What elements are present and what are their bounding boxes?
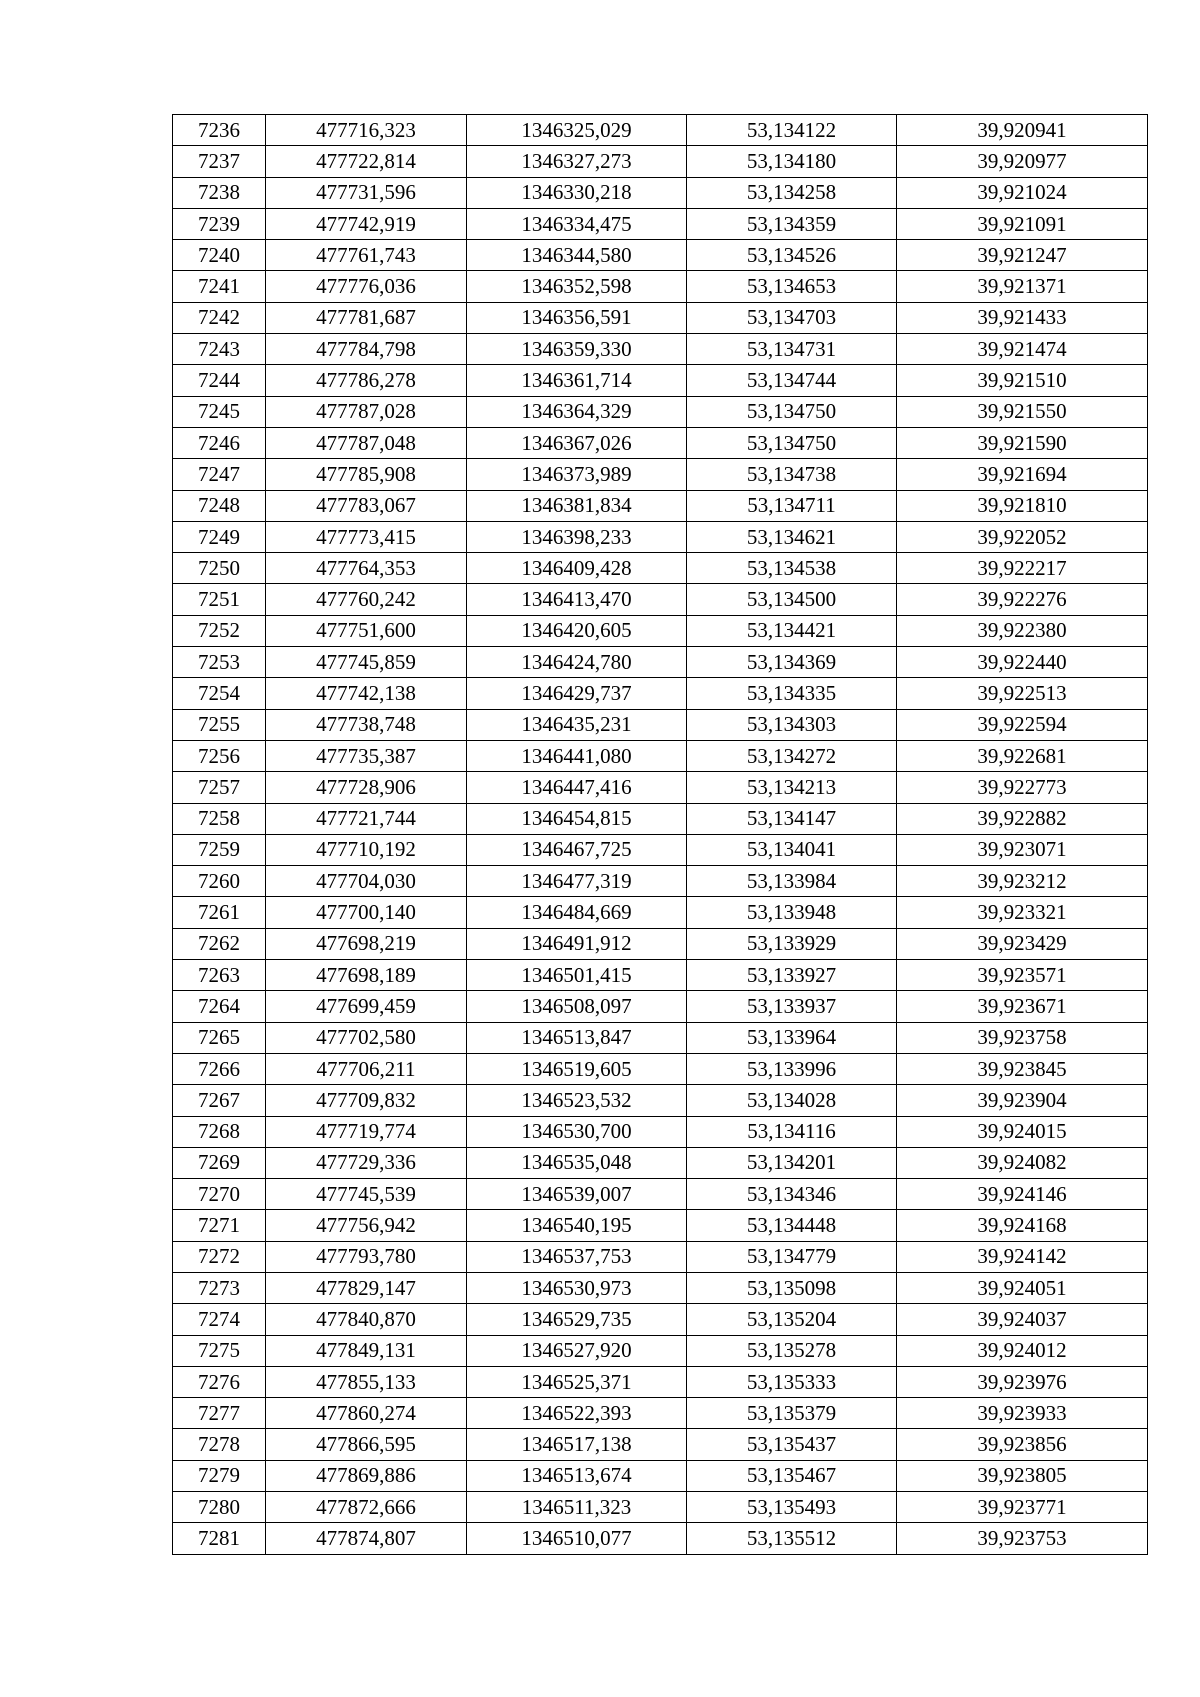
table-row (173, 615, 1148, 646)
latitude-cell: 53,134335 (687, 678, 897, 709)
y-coordinate-cell: 1346513,847 (467, 1022, 687, 1053)
y-coordinate-cell: 1346429,737 (467, 678, 687, 709)
latitude-cell: 53,134731 (687, 334, 897, 365)
x-coordinate-cell: 477729,336 (266, 1147, 467, 1178)
point-number-cell: 7257 (173, 772, 266, 803)
longitude-cell: 39,922594 (897, 709, 1148, 740)
point-number-cell: 7243 (173, 334, 266, 365)
y-coordinate-cell: 1346467,725 (467, 834, 687, 865)
longitude-cell: 39,922380 (897, 615, 1148, 646)
x-coordinate-cell: 477742,138 (266, 678, 467, 709)
point-number-cell: 7248 (173, 490, 266, 521)
latitude-cell: 53,133948 (687, 897, 897, 928)
longitude-cell: 39,923771 (897, 1492, 1148, 1523)
table-row (173, 866, 1148, 897)
latitude-cell: 53,135467 (687, 1460, 897, 1491)
y-coordinate-cell: 1346367,026 (467, 427, 687, 458)
point-number-cell: 7250 (173, 553, 266, 584)
x-coordinate-cell: 477787,048 (266, 427, 467, 458)
latitude-cell: 53,134750 (687, 396, 897, 427)
latitude-cell: 53,135437 (687, 1429, 897, 1460)
longitude-cell: 39,924015 (897, 1116, 1148, 1147)
point-number-cell: 7256 (173, 740, 266, 771)
latitude-cell: 53,133984 (687, 866, 897, 897)
latitude-cell: 53,133929 (687, 928, 897, 959)
table-row (173, 1241, 1148, 1272)
point-number-cell: 7273 (173, 1272, 266, 1303)
point-number-cell: 7236 (173, 115, 266, 146)
y-coordinate-cell: 1346537,753 (467, 1241, 687, 1272)
y-coordinate-cell: 1346352,598 (467, 271, 687, 302)
y-coordinate-cell: 1346511,323 (467, 1492, 687, 1523)
longitude-cell: 39,921474 (897, 334, 1148, 365)
x-coordinate-cell: 477702,580 (266, 1022, 467, 1053)
latitude-cell: 53,134653 (687, 271, 897, 302)
table-row (173, 1304, 1148, 1335)
x-coordinate-cell: 477872,666 (266, 1492, 467, 1523)
longitude-cell: 39,920941 (897, 115, 1148, 146)
x-coordinate-cell: 477742,919 (266, 208, 467, 239)
latitude-cell: 53,134750 (687, 427, 897, 458)
point-number-cell: 7258 (173, 803, 266, 834)
longitude-cell: 39,923805 (897, 1460, 1148, 1491)
y-coordinate-cell: 1346327,273 (467, 146, 687, 177)
longitude-cell: 39,921091 (897, 208, 1148, 239)
coordinates-table-body (173, 115, 1148, 1555)
point-number-cell: 7281 (173, 1523, 266, 1554)
table-row (173, 1179, 1148, 1210)
x-coordinate-cell: 477781,687 (266, 302, 467, 333)
longitude-cell: 39,923071 (897, 834, 1148, 865)
table-row (173, 302, 1148, 333)
table-row (173, 928, 1148, 959)
y-coordinate-cell: 1346447,416 (467, 772, 687, 803)
longitude-cell: 39,922513 (897, 678, 1148, 709)
longitude-cell: 39,921810 (897, 490, 1148, 521)
coordinates-table (172, 114, 1148, 1555)
point-number-cell: 7254 (173, 678, 266, 709)
x-coordinate-cell: 477787,028 (266, 396, 467, 427)
longitude-cell: 39,924146 (897, 1179, 1148, 1210)
latitude-cell: 53,134500 (687, 584, 897, 615)
latitude-cell: 53,134703 (687, 302, 897, 333)
point-number-cell: 7251 (173, 584, 266, 615)
y-coordinate-cell: 1346540,195 (467, 1210, 687, 1241)
x-coordinate-cell: 477785,908 (266, 459, 467, 490)
point-number-cell: 7275 (173, 1335, 266, 1366)
longitude-cell: 39,923856 (897, 1429, 1148, 1460)
x-coordinate-cell: 477745,539 (266, 1179, 467, 1210)
table-row (173, 240, 1148, 271)
table-row (173, 584, 1148, 615)
x-coordinate-cell: 477860,274 (266, 1398, 467, 1429)
longitude-cell: 39,923845 (897, 1053, 1148, 1084)
longitude-cell: 39,921371 (897, 271, 1148, 302)
y-coordinate-cell: 1346409,428 (467, 553, 687, 584)
latitude-cell: 53,135512 (687, 1523, 897, 1554)
point-number-cell: 7265 (173, 1022, 266, 1053)
point-number-cell: 7270 (173, 1179, 266, 1210)
point-number-cell: 7278 (173, 1429, 266, 1460)
longitude-cell: 39,924051 (897, 1272, 1148, 1303)
longitude-cell: 39,922773 (897, 772, 1148, 803)
longitude-cell: 39,921590 (897, 427, 1148, 458)
y-coordinate-cell: 1346510,077 (467, 1523, 687, 1554)
table-row (173, 1398, 1148, 1429)
y-coordinate-cell: 1346539,007 (467, 1179, 687, 1210)
table-row (173, 271, 1148, 302)
table-row (173, 960, 1148, 991)
y-coordinate-cell: 1346517,138 (467, 1429, 687, 1460)
table-row (173, 208, 1148, 239)
table-row (173, 803, 1148, 834)
longitude-cell: 39,921694 (897, 459, 1148, 490)
x-coordinate-cell: 477760,242 (266, 584, 467, 615)
latitude-cell: 53,134738 (687, 459, 897, 490)
y-coordinate-cell: 1346413,470 (467, 584, 687, 615)
x-coordinate-cell: 477855,133 (266, 1366, 467, 1397)
table-row (173, 553, 1148, 584)
latitude-cell: 53,134421 (687, 615, 897, 646)
y-coordinate-cell: 1346477,319 (467, 866, 687, 897)
longitude-cell: 39,924168 (897, 1210, 1148, 1241)
point-number-cell: 7244 (173, 365, 266, 396)
point-number-cell: 7267 (173, 1085, 266, 1116)
point-number-cell: 7259 (173, 834, 266, 865)
y-coordinate-cell: 1346330,218 (467, 177, 687, 208)
longitude-cell: 39,923671 (897, 991, 1148, 1022)
point-number-cell: 7264 (173, 991, 266, 1022)
table-row (173, 991, 1148, 1022)
x-coordinate-cell: 477698,189 (266, 960, 467, 991)
x-coordinate-cell: 477840,870 (266, 1304, 467, 1335)
point-number-cell: 7247 (173, 459, 266, 490)
x-coordinate-cell: 477793,780 (266, 1241, 467, 1272)
y-coordinate-cell: 1346435,231 (467, 709, 687, 740)
y-coordinate-cell: 1346522,393 (467, 1398, 687, 1429)
table-row (173, 1116, 1148, 1147)
latitude-cell: 53,134213 (687, 772, 897, 803)
latitude-cell: 53,133927 (687, 960, 897, 991)
y-coordinate-cell: 1346535,048 (467, 1147, 687, 1178)
table-row (173, 427, 1148, 458)
longitude-cell: 39,922882 (897, 803, 1148, 834)
latitude-cell: 53,134711 (687, 490, 897, 521)
table-row (173, 115, 1148, 146)
latitude-cell: 53,134448 (687, 1210, 897, 1241)
latitude-cell: 53,134147 (687, 803, 897, 834)
x-coordinate-cell: 477706,211 (266, 1053, 467, 1084)
table-row (173, 1366, 1148, 1397)
y-coordinate-cell: 1346344,580 (467, 240, 687, 271)
y-coordinate-cell: 1346501,415 (467, 960, 687, 991)
x-coordinate-cell: 477710,192 (266, 834, 467, 865)
x-coordinate-cell: 477761,743 (266, 240, 467, 271)
longitude-cell: 39,924012 (897, 1335, 1148, 1366)
x-coordinate-cell: 477866,595 (266, 1429, 467, 1460)
table-row (173, 678, 1148, 709)
longitude-cell: 39,922052 (897, 521, 1148, 552)
latitude-cell: 53,135098 (687, 1272, 897, 1303)
y-coordinate-cell: 1346364,329 (467, 396, 687, 427)
y-coordinate-cell: 1346523,532 (467, 1085, 687, 1116)
longitude-cell: 39,924082 (897, 1147, 1148, 1178)
longitude-cell: 39,923904 (897, 1085, 1148, 1116)
latitude-cell: 53,134028 (687, 1085, 897, 1116)
table-row (173, 1460, 1148, 1491)
longitude-cell: 39,922440 (897, 647, 1148, 678)
longitude-cell: 39,923571 (897, 960, 1148, 991)
point-number-cell: 7237 (173, 146, 266, 177)
table-row (173, 521, 1148, 552)
latitude-cell: 53,135204 (687, 1304, 897, 1335)
table-row (173, 177, 1148, 208)
table-row (173, 740, 1148, 771)
y-coordinate-cell: 1346381,834 (467, 490, 687, 521)
point-number-cell: 7274 (173, 1304, 266, 1335)
latitude-cell: 53,134258 (687, 177, 897, 208)
longitude-cell: 39,920977 (897, 146, 1148, 177)
table-row (173, 1335, 1148, 1366)
x-coordinate-cell: 477719,774 (266, 1116, 467, 1147)
x-coordinate-cell: 477783,067 (266, 490, 467, 521)
table-row (173, 1523, 1148, 1554)
latitude-cell: 53,134538 (687, 553, 897, 584)
x-coordinate-cell: 477756,942 (266, 1210, 467, 1241)
latitude-cell: 53,134779 (687, 1241, 897, 1272)
longitude-cell: 39,923933 (897, 1398, 1148, 1429)
latitude-cell: 53,134369 (687, 647, 897, 678)
table-row (173, 459, 1148, 490)
x-coordinate-cell: 477764,353 (266, 553, 467, 584)
latitude-cell: 53,133937 (687, 991, 897, 1022)
table-row (173, 1429, 1148, 1460)
longitude-cell: 39,922276 (897, 584, 1148, 615)
longitude-cell: 39,923429 (897, 928, 1148, 959)
point-number-cell: 7242 (173, 302, 266, 333)
y-coordinate-cell: 1346356,591 (467, 302, 687, 333)
latitude-cell: 53,134201 (687, 1147, 897, 1178)
y-coordinate-cell: 1346361,714 (467, 365, 687, 396)
x-coordinate-cell: 477751,600 (266, 615, 467, 646)
longitude-cell: 39,923212 (897, 866, 1148, 897)
x-coordinate-cell: 477704,030 (266, 866, 467, 897)
table-row (173, 334, 1148, 365)
latitude-cell: 53,134526 (687, 240, 897, 271)
table-row (173, 834, 1148, 865)
latitude-cell: 53,134303 (687, 709, 897, 740)
longitude-cell: 39,923758 (897, 1022, 1148, 1053)
table-row (173, 146, 1148, 177)
latitude-cell: 53,135493 (687, 1492, 897, 1523)
y-coordinate-cell: 1346398,233 (467, 521, 687, 552)
point-number-cell: 7272 (173, 1241, 266, 1272)
point-number-cell: 7249 (173, 521, 266, 552)
point-number-cell: 7277 (173, 1398, 266, 1429)
point-number-cell: 7263 (173, 960, 266, 991)
x-coordinate-cell: 477728,906 (266, 772, 467, 803)
longitude-cell: 39,923321 (897, 897, 1148, 928)
x-coordinate-cell: 477784,798 (266, 334, 467, 365)
latitude-cell: 53,134346 (687, 1179, 897, 1210)
table-row (173, 396, 1148, 427)
point-number-cell: 7239 (173, 208, 266, 239)
y-coordinate-cell: 1346529,735 (467, 1304, 687, 1335)
y-coordinate-cell: 1346527,920 (467, 1335, 687, 1366)
latitude-cell: 53,135333 (687, 1366, 897, 1397)
latitude-cell: 53,134621 (687, 521, 897, 552)
x-coordinate-cell: 477699,459 (266, 991, 467, 1022)
longitude-cell: 39,921550 (897, 396, 1148, 427)
table-row (173, 1147, 1148, 1178)
longitude-cell: 39,923753 (897, 1523, 1148, 1554)
latitude-cell: 53,134359 (687, 208, 897, 239)
point-number-cell: 7252 (173, 615, 266, 646)
latitude-cell: 53,134272 (687, 740, 897, 771)
longitude-cell: 39,921433 (897, 302, 1148, 333)
point-number-cell: 7279 (173, 1460, 266, 1491)
point-number-cell: 7246 (173, 427, 266, 458)
y-coordinate-cell: 1346325,029 (467, 115, 687, 146)
table-row (173, 772, 1148, 803)
y-coordinate-cell: 1346519,605 (467, 1053, 687, 1084)
y-coordinate-cell: 1346424,780 (467, 647, 687, 678)
point-number-cell: 7280 (173, 1492, 266, 1523)
point-number-cell: 7269 (173, 1147, 266, 1178)
latitude-cell: 53,134122 (687, 115, 897, 146)
point-number-cell: 7276 (173, 1366, 266, 1397)
y-coordinate-cell: 1346441,080 (467, 740, 687, 771)
latitude-cell: 53,135278 (687, 1335, 897, 1366)
x-coordinate-cell: 477709,832 (266, 1085, 467, 1116)
point-number-cell: 7240 (173, 240, 266, 271)
table-row (173, 365, 1148, 396)
x-coordinate-cell: 477700,140 (266, 897, 467, 928)
x-coordinate-cell: 477721,744 (266, 803, 467, 834)
point-number-cell: 7266 (173, 1053, 266, 1084)
x-coordinate-cell: 477735,387 (266, 740, 467, 771)
point-number-cell: 7238 (173, 177, 266, 208)
longitude-cell: 39,921510 (897, 365, 1148, 396)
point-number-cell: 7241 (173, 271, 266, 302)
x-coordinate-cell: 477731,596 (266, 177, 467, 208)
x-coordinate-cell: 477716,323 (266, 115, 467, 146)
point-number-cell: 7245 (173, 396, 266, 427)
latitude-cell: 53,134744 (687, 365, 897, 396)
x-coordinate-cell: 477773,415 (266, 521, 467, 552)
x-coordinate-cell: 477745,859 (266, 647, 467, 678)
latitude-cell: 53,135379 (687, 1398, 897, 1429)
y-coordinate-cell: 1346359,330 (467, 334, 687, 365)
x-coordinate-cell: 477786,278 (266, 365, 467, 396)
longitude-cell: 39,921247 (897, 240, 1148, 271)
point-number-cell: 7255 (173, 709, 266, 740)
x-coordinate-cell: 477776,036 (266, 271, 467, 302)
y-coordinate-cell: 1346484,669 (467, 897, 687, 928)
y-coordinate-cell: 1346508,097 (467, 991, 687, 1022)
table-row (173, 897, 1148, 928)
table-row (173, 1022, 1148, 1053)
x-coordinate-cell: 477698,219 (266, 928, 467, 959)
y-coordinate-cell: 1346420,605 (467, 615, 687, 646)
y-coordinate-cell: 1346491,912 (467, 928, 687, 959)
y-coordinate-cell: 1346334,475 (467, 208, 687, 239)
longitude-cell: 39,922217 (897, 553, 1148, 584)
longitude-cell: 39,923976 (897, 1366, 1148, 1397)
latitude-cell: 53,134180 (687, 146, 897, 177)
latitude-cell: 53,133964 (687, 1022, 897, 1053)
table-row (173, 709, 1148, 740)
table-row (173, 490, 1148, 521)
table-row (173, 1492, 1148, 1523)
point-number-cell: 7260 (173, 866, 266, 897)
x-coordinate-cell: 477722,814 (266, 146, 467, 177)
point-number-cell: 7253 (173, 647, 266, 678)
longitude-cell: 39,921024 (897, 177, 1148, 208)
y-coordinate-cell: 1346530,973 (467, 1272, 687, 1303)
x-coordinate-cell: 477849,131 (266, 1335, 467, 1366)
point-number-cell: 7268 (173, 1116, 266, 1147)
longitude-cell: 39,924037 (897, 1304, 1148, 1335)
x-coordinate-cell: 477874,807 (266, 1523, 467, 1554)
x-coordinate-cell: 477869,886 (266, 1460, 467, 1491)
table-row (173, 1210, 1148, 1241)
longitude-cell: 39,922681 (897, 740, 1148, 771)
point-number-cell: 7261 (173, 897, 266, 928)
y-coordinate-cell: 1346373,989 (467, 459, 687, 490)
table-row (173, 1053, 1148, 1084)
y-coordinate-cell: 1346513,674 (467, 1460, 687, 1491)
table-row (173, 647, 1148, 678)
x-coordinate-cell: 477829,147 (266, 1272, 467, 1303)
point-number-cell: 7262 (173, 928, 266, 959)
table-row (173, 1272, 1148, 1303)
y-coordinate-cell: 1346525,371 (467, 1366, 687, 1397)
latitude-cell: 53,133996 (687, 1053, 897, 1084)
latitude-cell: 53,134116 (687, 1116, 897, 1147)
y-coordinate-cell: 1346454,815 (467, 803, 687, 834)
point-number-cell: 7271 (173, 1210, 266, 1241)
y-coordinate-cell: 1346530,700 (467, 1116, 687, 1147)
table-row (173, 1085, 1148, 1116)
latitude-cell: 53,134041 (687, 834, 897, 865)
longitude-cell: 39,924142 (897, 1241, 1148, 1272)
x-coordinate-cell: 477738,748 (266, 709, 467, 740)
